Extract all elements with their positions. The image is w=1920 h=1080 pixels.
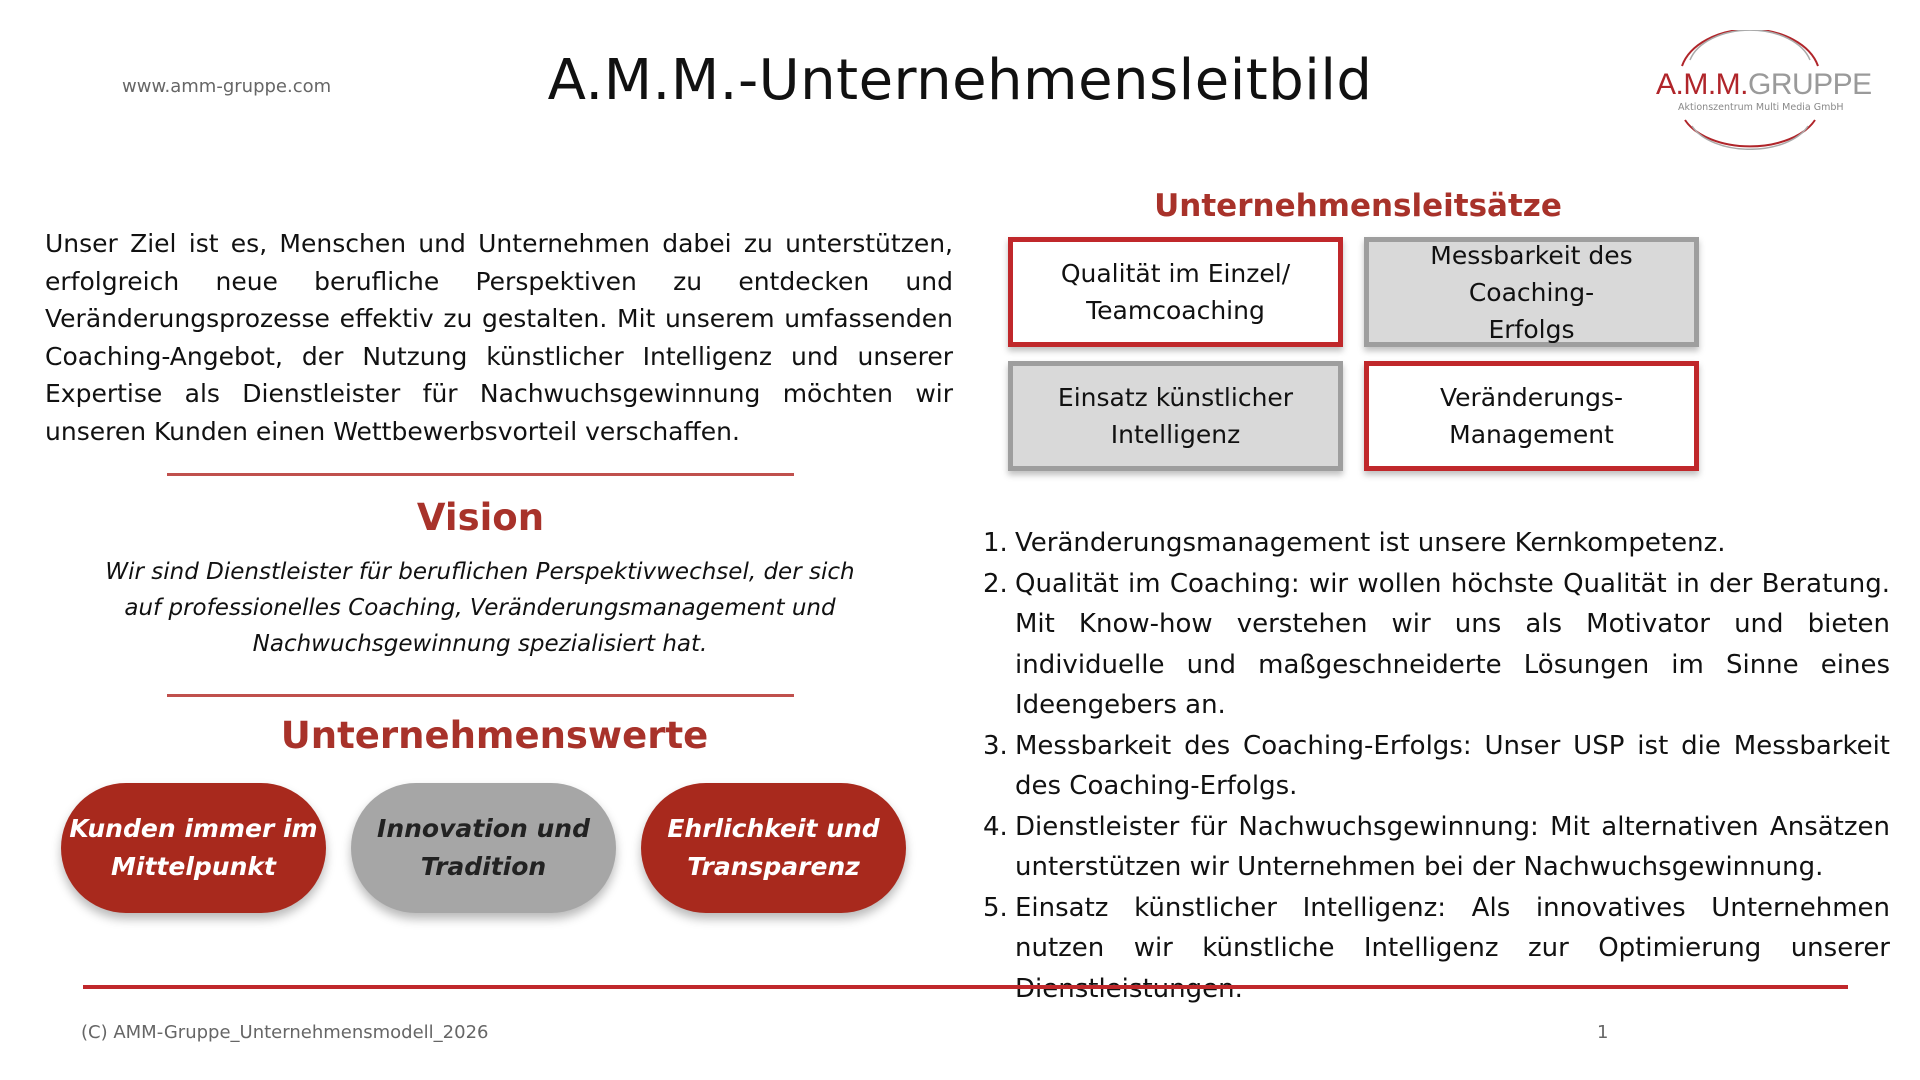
vision-text: Wir sind Dienstleister für beruflichen Perspektivwechsel, der sich auf professionelles Coaching, Veränderungsmanagement und Nachwuchsgewinnung spezialisiert hat.: [105, 559, 855, 657]
footer-divider: [83, 985, 1848, 989]
divider-middle: [167, 694, 794, 697]
principles-list: [975, 523, 1890, 1009]
website-url: www.amm-gruppe.com: [122, 76, 332, 97]
intro-paragraph: Unser Ziel ist es, Menschen und Unternehmen dabei zu unterstützen, erfolgreich neue berufliche Perspektiven zu entdecken und Veränderungsprozesse effektiv zu gestalten. Mit unserem umfassenden Coaching-Angebot, der Nutzung künstlicher Intelligenz und unserer Expertise als Dienstleister für Nachwuchsgewinnung möchten wir unseren Kunden einen Wettbewerbsvorteil verschaffen.: [45, 229, 953, 446]
values-heading: Unternehmenswerte: [280, 714, 709, 757]
logo-subtitle: Aktionszentrum Multi Media GmbH: [1678, 102, 1844, 113]
footer-text: (C) AMM-Gruppe_Unternehmensmodell_2026: [81, 1022, 489, 1043]
list-item: 5. Einsatz künstlicher Intelligenz: Als innovatives Unternehmen nutzen wir künstliche Intelligenz zur Optimierung unserer: [983, 892, 1890, 963]
list-item: 3. Messbarkeit des Coaching-Erfolgs: Unser USP ist die Messbarkeit des Coaching-Erfolgs.: [983, 730, 1890, 801]
company-logo: [1640, 30, 1872, 150]
value-pill-customers: Kunden immer im Mittelpunkt: [61, 783, 326, 913]
value-pill-honesty: Ehrlichkeit und Transparenz: [641, 783, 906, 913]
logo-wordmark: A.M.M.GRUPPE: [1656, 68, 1872, 101]
principle-box-quality: Qualität im Einzel/ Teamcoaching: [1008, 237, 1343, 347]
divider-top: [167, 473, 794, 476]
principle-box-measurability: Messbarkeit des Coaching- Erfolgs: [1364, 237, 1699, 347]
principle-box-ai: Einsatz künstlicher Intelligenz: [1008, 361, 1343, 471]
principle-box-change: Veränderungs- Management: [1364, 361, 1699, 471]
list-item: 1. Veränderungsmanagement ist unsere Kernkompetenz.: [983, 528, 1726, 558]
principles-heading: Unternehmensleitsätze: [1154, 188, 1562, 224]
page-number: 1: [1597, 1022, 1609, 1043]
value-pill-innovation: Innovation und Tradition: [351, 783, 616, 913]
vision-heading: Vision: [416, 496, 545, 539]
list-item: 4. Dienstleister für Nachwuchsgewinnung: Mit alternativen Ansätzen unterstützen wir Unternehmen bei der Nachwuchsgewinnung.: [983, 811, 1890, 882]
page-title: A.M.M.-Unternehmensleitbild: [547, 48, 1373, 113]
list-item: 2. Qualität im Coaching: wir wollen höchste Qualität in der Beratung. Mit Know-how verstehen wir uns als Motivator und bieten individuelle und maßgeschneiderte Lösungen im Sinne eines Ideengebers an.: [983, 568, 1890, 720]
